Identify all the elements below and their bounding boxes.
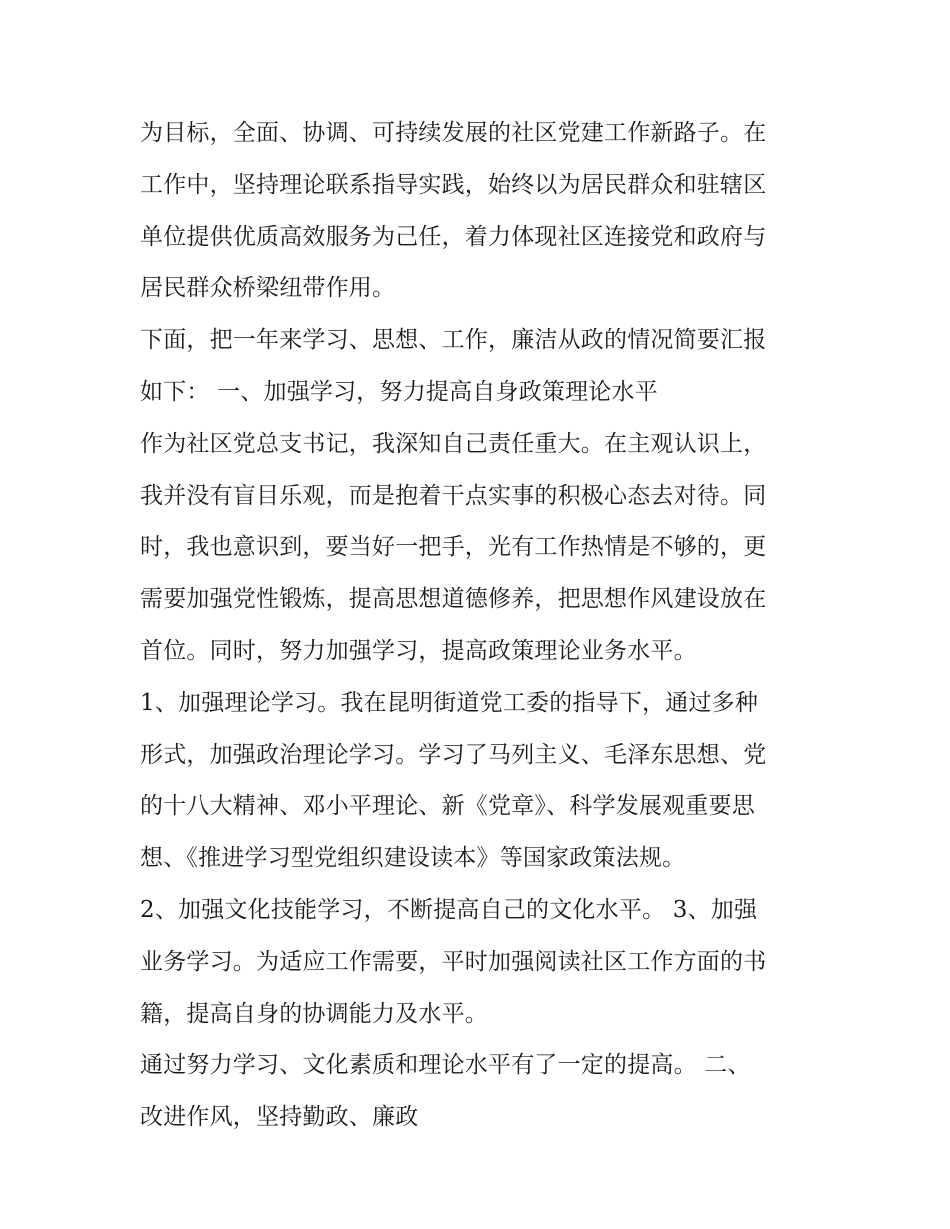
text-line: 通过努力学习、文化素质和理论水平有了一定的提高。 二、 [140, 1052, 751, 1079]
text-line: 时，我也意识到，要当好一把手，光有工作热情是不够的，更 [140, 534, 767, 561]
text-line: 居民群众桥梁纽带作用。 [140, 275, 396, 302]
text-line: 1、加强理论学习。我在昆明街道党工委的指导下，通过多种 [140, 689, 759, 716]
text-line: 作为社区党总支书记，我深知自己责任重大。在主观认识上， [140, 430, 767, 457]
text-line: 工作中，坚持理论联系指导实践，始终以为居民群众和驻辖区 [140, 171, 767, 198]
text-line: 下面，把一年来学习、思想、工作，廉洁从政的情况简要汇报 [140, 327, 767, 354]
text-line: 籍，提高自身的协调能力及水平。 [140, 1000, 488, 1027]
text-line: 我并没有盲目乐观，而是抱着干点实事的积极心态去对待。同 [140, 482, 767, 509]
document-body [140, 108, 830, 1144]
text-line: 首位。同时，努力加强学习，提高政策理论业务水平。 [140, 637, 697, 664]
text-line: 如下： 一、加强学习，努力提高自身政策理论水平 [140, 378, 658, 405]
text-line: 2、加强文化技能学习，不断提高自己的文化水平。 3、加强 [140, 896, 758, 923]
text-line: 需要加强党性锻炼，提高思想道德修养，把思想作风建设放在 [140, 586, 767, 613]
text-line: 为目标，全面、协调、可持续发展的社区党建工作新路子。在 [140, 120, 767, 146]
text-line: 想、《推进学习型党组织建设读本》等国家政策法规。 [140, 845, 686, 872]
text-line: 形式，加强政治理论学习。学习了马列主义、毛泽东思想、党 [140, 741, 767, 768]
text-line: 改进作风，坚持勤政、廉政 [140, 1104, 419, 1131]
text-line: 的十八大精神、邓小平理论、新《党章》、科学发展观重要思 [140, 793, 755, 820]
text-line: 单位提供优质高效服务为己任，着力体现社区连接党和政府与 [140, 223, 767, 250]
text-line: 业务学习。为适应工作需要，平时加强阅读社区工作方面的书 [140, 948, 767, 975]
